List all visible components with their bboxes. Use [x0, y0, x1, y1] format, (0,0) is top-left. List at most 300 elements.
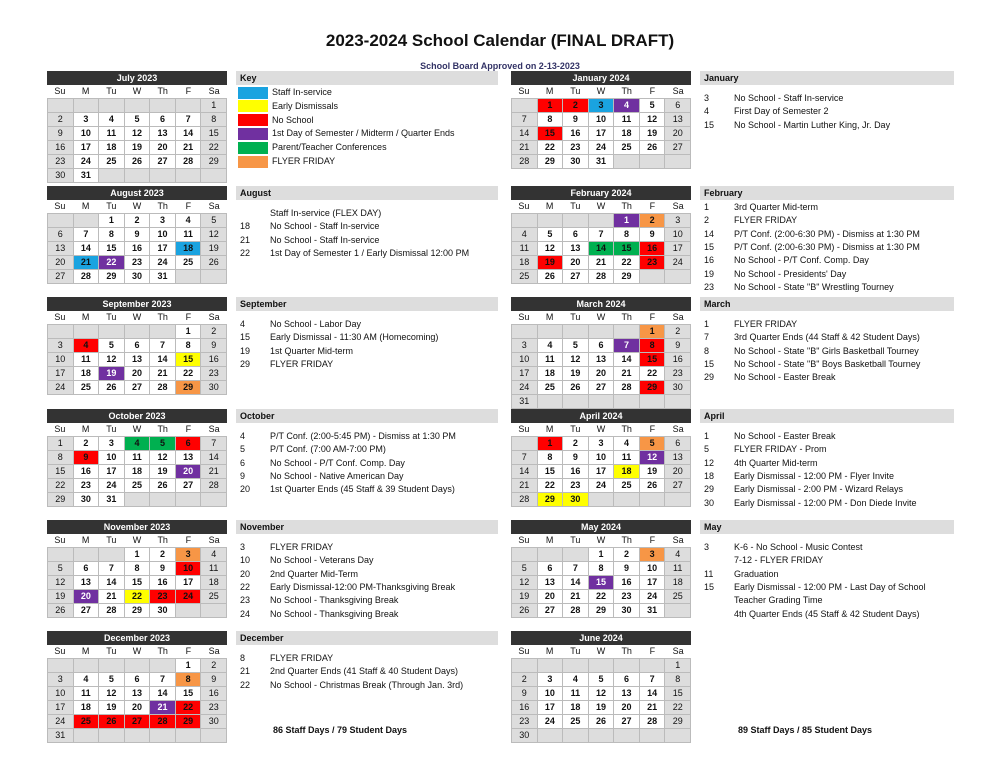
day-cell: 19: [150, 465, 175, 478]
event-text: No School - Martin Luther King, Jr. Day: [734, 119, 891, 130]
day-cell: 28: [640, 715, 665, 728]
day-cell: [589, 729, 614, 742]
key-label: Early Dismissals: [272, 100, 339, 111]
day-cell: [589, 325, 614, 338]
event-date: 6: [240, 457, 246, 468]
day-cell: 9: [640, 228, 665, 241]
day-cell: 22: [665, 701, 690, 714]
semester-1-totals: 86 Staff Days / 79 Student Days: [273, 725, 408, 735]
event-text: No School - Veterans Day: [270, 555, 374, 566]
day-cell: [563, 214, 588, 227]
day-cell: 23: [640, 256, 665, 269]
event-text: No School - Labor Day: [270, 319, 362, 329]
day-cell: 4: [125, 437, 150, 450]
day-cell: 10: [589, 451, 614, 464]
day-cell: 17: [48, 367, 73, 380]
day-cell: [563, 729, 588, 742]
day-cell: 4: [665, 548, 690, 561]
legend-swatch: [238, 128, 268, 140]
day-cell: 13: [176, 451, 201, 464]
day-cell: 9: [74, 451, 99, 464]
day-cell: 13: [589, 353, 614, 366]
event-date: 15: [704, 241, 715, 252]
day-of-week-label: M: [81, 646, 90, 656]
day-cell: 12: [538, 242, 563, 255]
event-text: 3rd Quarter Mid-term: [734, 202, 819, 212]
day-cell: [538, 214, 563, 227]
day-cell: 12: [99, 687, 124, 700]
event-date: 8: [704, 345, 710, 356]
day-cell: [201, 729, 226, 742]
event-text: P/T Conf. (2:00-5:45 PM) - Dismiss at 1:30 PM: [270, 431, 456, 441]
key-item: [238, 127, 455, 141]
day-of-week-label: Th: [621, 312, 632, 322]
day-cell: 18: [74, 367, 99, 380]
day-of-week-label: Th: [157, 646, 168, 656]
day-cell: 2: [74, 437, 99, 450]
day-cell: 10: [640, 562, 665, 575]
key-header: Key: [236, 71, 498, 85]
day-cell: 27: [48, 270, 73, 283]
month-header: July 2023: [47, 71, 227, 85]
day-of-week-label: F: [185, 646, 192, 656]
event-date: 2: [704, 215, 710, 226]
day-cell: 29: [538, 493, 563, 506]
day-cell: 4: [512, 228, 537, 241]
key-label: Parent/Teacher Conferences: [272, 142, 387, 153]
event-date: 23: [240, 595, 251, 606]
day-of-week-label: Tu: [106, 646, 117, 656]
day-cell: 2: [640, 214, 665, 227]
day-cell: 15: [538, 127, 563, 140]
day-cell: 8: [176, 673, 201, 686]
month-header: June 2024: [511, 631, 691, 645]
day-cell: 16: [563, 465, 588, 478]
day-cell: 7: [512, 113, 537, 126]
day-cell: 19: [640, 465, 665, 478]
event-line: [704, 214, 797, 228]
legend-swatch: [238, 114, 268, 126]
day-cell: 22: [125, 590, 150, 603]
day-cell: 7: [150, 673, 175, 686]
day-cell: 4: [201, 548, 226, 561]
day-cell: 12: [640, 451, 665, 464]
event-date: 4: [704, 106, 710, 117]
day-cell: [150, 493, 175, 506]
event-line: [704, 254, 869, 268]
day-cell: 15: [99, 242, 124, 255]
event-date: 3: [704, 93, 710, 103]
event-text: No School - Staff In-service: [734, 93, 844, 103]
event-line: [240, 679, 463, 693]
day-cell: 5: [99, 673, 124, 686]
day-cell: 1: [99, 214, 124, 227]
day-cell: [99, 729, 124, 742]
day-cell: 6: [74, 562, 99, 575]
day-cell: 7: [563, 562, 588, 575]
month-grid: [511, 658, 691, 743]
event-text: 1st Quarter Mid-term: [270, 345, 354, 356]
event-date: 4: [240, 319, 246, 329]
day-cell: 18: [176, 242, 201, 255]
day-cell: 11: [538, 353, 563, 366]
day-of-week-row: [47, 423, 227, 436]
event-date: 15: [704, 358, 715, 369]
event-text: FLYER FRIDAY: [734, 215, 798, 226]
event-line: [240, 430, 456, 444]
day-cell: 3: [48, 339, 73, 352]
event-text: Early Dismissal - 11:30 AM (Homecoming): [270, 332, 439, 343]
day-cell: 29: [48, 493, 73, 506]
day-cell: 16: [125, 242, 150, 255]
day-cell: 4: [614, 437, 639, 450]
event-text: Early Dismissal - 2:00 PM - Wizard Relays: [734, 484, 904, 495]
day-cell: 2: [201, 659, 226, 672]
day-cell: 28: [512, 493, 537, 506]
day-cell: 3: [538, 673, 563, 686]
day-cell: 13: [74, 576, 99, 589]
day-cell: 17: [150, 242, 175, 255]
day-cell: 13: [538, 576, 563, 589]
day-cell: 4: [74, 673, 99, 686]
event-text: No School - State "B" Boys Basketball Tourney: [734, 358, 921, 369]
day-of-week-label: F: [649, 312, 656, 322]
day-cell: 16: [74, 465, 99, 478]
day-cell: [74, 214, 99, 227]
day-cell: 29: [665, 715, 690, 728]
page-title: 2023-2024 School Calendar (FINAL DRAFT): [325, 31, 675, 50]
event-date: 3: [240, 542, 246, 552]
day-cell: 10: [150, 228, 175, 241]
day-cell: 14: [176, 127, 201, 140]
day-of-week-label: Su: [54, 86, 66, 96]
day-cell: 4: [74, 339, 99, 352]
day-cell: 14: [150, 353, 175, 366]
day-cell: 13: [125, 687, 150, 700]
event-line: [704, 541, 863, 555]
day-cell: 3: [512, 339, 537, 352]
day-cell: 25: [614, 141, 639, 154]
day-cell: 23: [74, 479, 99, 492]
month-grid: [47, 98, 227, 183]
day-cell: 24: [176, 590, 201, 603]
day-cell: 14: [201, 451, 226, 464]
day-cell: [614, 325, 639, 338]
day-of-week-label: Th: [157, 535, 168, 545]
day-cell: [99, 659, 124, 672]
event-text: 3rd Quarter Ends (44 Staff & 42 Student Days): [734, 332, 920, 343]
day-cell: 18: [74, 701, 99, 714]
day-cell: [563, 325, 588, 338]
month-calendar: [47, 520, 227, 618]
day-of-week-row: [511, 200, 691, 213]
day-cell: 25: [176, 256, 201, 269]
day-cell: 26: [99, 715, 124, 728]
day-cell: 21: [99, 590, 124, 603]
day-of-week-label: Sa: [208, 646, 220, 656]
day-of-week-label: M: [545, 424, 554, 434]
day-cell: 22: [201, 141, 226, 154]
day-cell: 9: [150, 562, 175, 575]
day-cell: 24: [512, 381, 537, 394]
day-cell: 22: [176, 367, 201, 380]
day-cell: [201, 270, 226, 283]
day-cell: 10: [538, 687, 563, 700]
day-cell: 27: [176, 479, 201, 492]
day-of-week-label: Sa: [208, 424, 220, 434]
day-cell: [512, 214, 537, 227]
month-header: May 2024: [511, 520, 691, 534]
day-of-week-label: Tu: [106, 312, 117, 322]
event-text: 2nd Quarter Mid-Term: [270, 568, 359, 579]
day-of-week-label: Sa: [672, 646, 684, 656]
day-of-week-label: F: [185, 312, 192, 322]
event-text: First Day of Semester 2: [734, 106, 829, 117]
event-line: [704, 554, 823, 568]
key-item: [238, 155, 335, 169]
day-cell: 29: [614, 270, 639, 283]
event-text: No School - Thanksgiving Break: [270, 595, 399, 606]
key-label: FLYER FRIDAY: [272, 156, 336, 166]
day-cell: 29: [99, 270, 124, 283]
day-of-week-label: W: [596, 646, 606, 656]
day-cell: 21: [589, 256, 614, 269]
day-of-week-label: M: [545, 86, 554, 96]
event-text: 1st Quarter Ends (45 Staff & 39 Student Days): [270, 484, 455, 495]
day-cell: 25: [74, 715, 99, 728]
events-header: October: [236, 409, 498, 423]
day-cell: 31: [150, 270, 175, 283]
day-cell: [563, 548, 588, 561]
day-of-week-label: W: [132, 424, 142, 434]
day-cell: [665, 729, 690, 742]
day-cell: 19: [589, 701, 614, 714]
day-of-week-label: Su: [518, 424, 530, 434]
event-text: Early Dismissal - 12:00 PM - Don Diede Invite: [734, 497, 917, 508]
day-cell: [201, 493, 226, 506]
event-date: 19: [704, 268, 715, 279]
day-cell: 28: [589, 270, 614, 283]
event-date: 22: [240, 581, 251, 592]
day-of-week-row: [511, 534, 691, 547]
day-cell: 21: [201, 465, 226, 478]
day-cell: 2: [512, 673, 537, 686]
day-cell: 5: [201, 214, 226, 227]
day-of-week-label: M: [81, 201, 90, 211]
day-cell: 22: [538, 141, 563, 154]
day-cell: 21: [640, 701, 665, 714]
day-of-week-label: M: [81, 535, 90, 545]
day-of-week-label: Tu: [106, 86, 117, 96]
day-cell: 5: [48, 562, 73, 575]
day-cell: 10: [48, 353, 73, 366]
day-cell: 3: [640, 548, 665, 561]
day-cell: 11: [125, 451, 150, 464]
day-cell: [74, 548, 99, 561]
day-cell: 29: [201, 155, 226, 168]
day-cell: 16: [563, 127, 588, 140]
day-cell: 26: [150, 479, 175, 492]
day-cell: 8: [665, 673, 690, 686]
day-cell: 7: [512, 451, 537, 464]
event-text: No School - P/T Conf. Comp. Day: [270, 457, 405, 468]
day-cell: 26: [99, 381, 124, 394]
event-text: Early Dismissal - 12:00 PM - Last Day of School: [734, 581, 926, 592]
day-cell: [176, 169, 201, 182]
day-cell: 19: [125, 141, 150, 154]
day-of-week-label: Sa: [208, 86, 220, 96]
day-cell: 13: [563, 242, 588, 255]
day-cell: 20: [74, 590, 99, 603]
events-header: May: [700, 520, 954, 534]
key-label: No School: [272, 114, 314, 125]
day-cell: 20: [125, 701, 150, 714]
day-cell: 20: [48, 256, 73, 269]
day-cell: 27: [125, 715, 150, 728]
day-cell: 26: [125, 155, 150, 168]
day-cell: 1: [201, 99, 226, 112]
day-cell: 1: [176, 325, 201, 338]
day-cell: 25: [563, 715, 588, 728]
day-of-week-label: M: [81, 424, 90, 434]
month-calendar: [511, 186, 691, 284]
day-of-week-label: Tu: [570, 312, 581, 322]
day-of-week-label: Th: [157, 424, 168, 434]
day-cell: [48, 659, 73, 672]
day-cell: 16: [614, 576, 639, 589]
day-cell: 7: [176, 113, 201, 126]
event-line: [704, 281, 894, 295]
event-text: No School - Native American Day: [270, 470, 404, 481]
day-cell: 12: [589, 687, 614, 700]
day-cell: [150, 99, 175, 112]
event-text: 4th Quarter Mid-term: [734, 457, 818, 468]
day-cell: 16: [48, 141, 73, 154]
day-cell: 2: [563, 437, 588, 450]
day-cell: 27: [614, 715, 639, 728]
day-cell: 26: [640, 479, 665, 492]
day-cell: [614, 729, 639, 742]
day-cell: 21: [176, 141, 201, 154]
day-cell: [614, 493, 639, 506]
day-of-week-label: Su: [518, 646, 530, 656]
day-cell: 5: [563, 339, 588, 352]
day-cell: 30: [563, 155, 588, 168]
day-cell: 30: [665, 381, 690, 394]
day-of-week-label: Th: [157, 312, 168, 322]
day-cell: 14: [563, 576, 588, 589]
day-cell: 4: [614, 99, 639, 112]
key-item: [238, 114, 314, 128]
events-header: February: [700, 186, 954, 200]
day-cell: 4: [99, 113, 124, 126]
day-cell: [665, 493, 690, 506]
day-cell: 4: [176, 214, 201, 227]
event-date: 23: [704, 281, 715, 292]
event-date: 29: [704, 372, 715, 383]
day-of-week-label: Th: [621, 646, 632, 656]
day-cell: 18: [614, 465, 639, 478]
day-cell: 6: [48, 228, 73, 241]
event-line: [704, 443, 827, 457]
event-text: Teacher Grading Time: [734, 595, 823, 606]
day-cell: 20: [665, 127, 690, 140]
day-cell: 20: [125, 367, 150, 380]
day-cell: 7: [74, 228, 99, 241]
day-cell: 11: [614, 113, 639, 126]
day-cell: 6: [125, 673, 150, 686]
day-cell: 22: [640, 367, 665, 380]
day-cell: 22: [48, 479, 73, 492]
event-line: [240, 652, 333, 666]
day-cell: [538, 325, 563, 338]
day-cell: [563, 659, 588, 672]
day-cell: 9: [665, 339, 690, 352]
day-cell: 23: [201, 367, 226, 380]
day-cell: 15: [589, 576, 614, 589]
day-of-week-label: Su: [518, 86, 530, 96]
event-line: [704, 228, 920, 242]
event-date: 5: [704, 444, 710, 455]
day-cell: [99, 548, 124, 561]
day-of-week-label: F: [185, 424, 192, 434]
day-cell: 19: [563, 367, 588, 380]
day-cell: 5: [589, 673, 614, 686]
day-of-week-row: [47, 311, 227, 324]
day-of-week-label: F: [649, 535, 656, 545]
day-cell: 24: [74, 155, 99, 168]
event-text: 1st Day of Semester 1 / Early Dismissal 12:00 PM: [270, 247, 470, 258]
day-cell: 26: [48, 604, 73, 617]
day-cell: [125, 493, 150, 506]
event-text: FLYER FRIDAY: [270, 542, 334, 552]
day-cell: 3: [74, 113, 99, 126]
month-calendar: [47, 71, 227, 183]
event-date: 30: [704, 497, 715, 508]
day-of-week-label: M: [545, 312, 554, 322]
event-date: 18: [704, 470, 715, 481]
day-cell: [640, 155, 665, 168]
day-cell: 10: [99, 451, 124, 464]
day-cell: [176, 99, 201, 112]
event-line: [704, 470, 894, 484]
day-of-week-row: [511, 645, 691, 658]
event-date: 29: [240, 358, 251, 369]
event-text: FLYER FRIDAY - Prom: [734, 444, 827, 455]
day-of-week-label: M: [545, 535, 554, 545]
day-cell: 20: [563, 256, 588, 269]
day-cell: 7: [640, 673, 665, 686]
day-cell: 3: [176, 548, 201, 561]
day-cell: 17: [538, 701, 563, 714]
event-date: 15: [704, 581, 715, 592]
event-date: 10: [240, 555, 251, 566]
day-cell: 3: [48, 673, 73, 686]
day-cell: 15: [48, 465, 73, 478]
day-cell: 6: [563, 228, 588, 241]
day-cell: 7: [99, 562, 124, 575]
day-of-week-label: Tu: [106, 201, 117, 211]
day-of-week-label: Sa: [208, 201, 220, 211]
event-line: [240, 483, 455, 497]
month-header: December 2023: [47, 631, 227, 645]
day-cell: 3: [665, 214, 690, 227]
event-text: No School - Presidents' Day: [734, 268, 847, 279]
day-cell: 23: [563, 141, 588, 154]
day-cell: 18: [563, 701, 588, 714]
day-cell: 27: [665, 479, 690, 492]
event-line: [240, 358, 333, 372]
